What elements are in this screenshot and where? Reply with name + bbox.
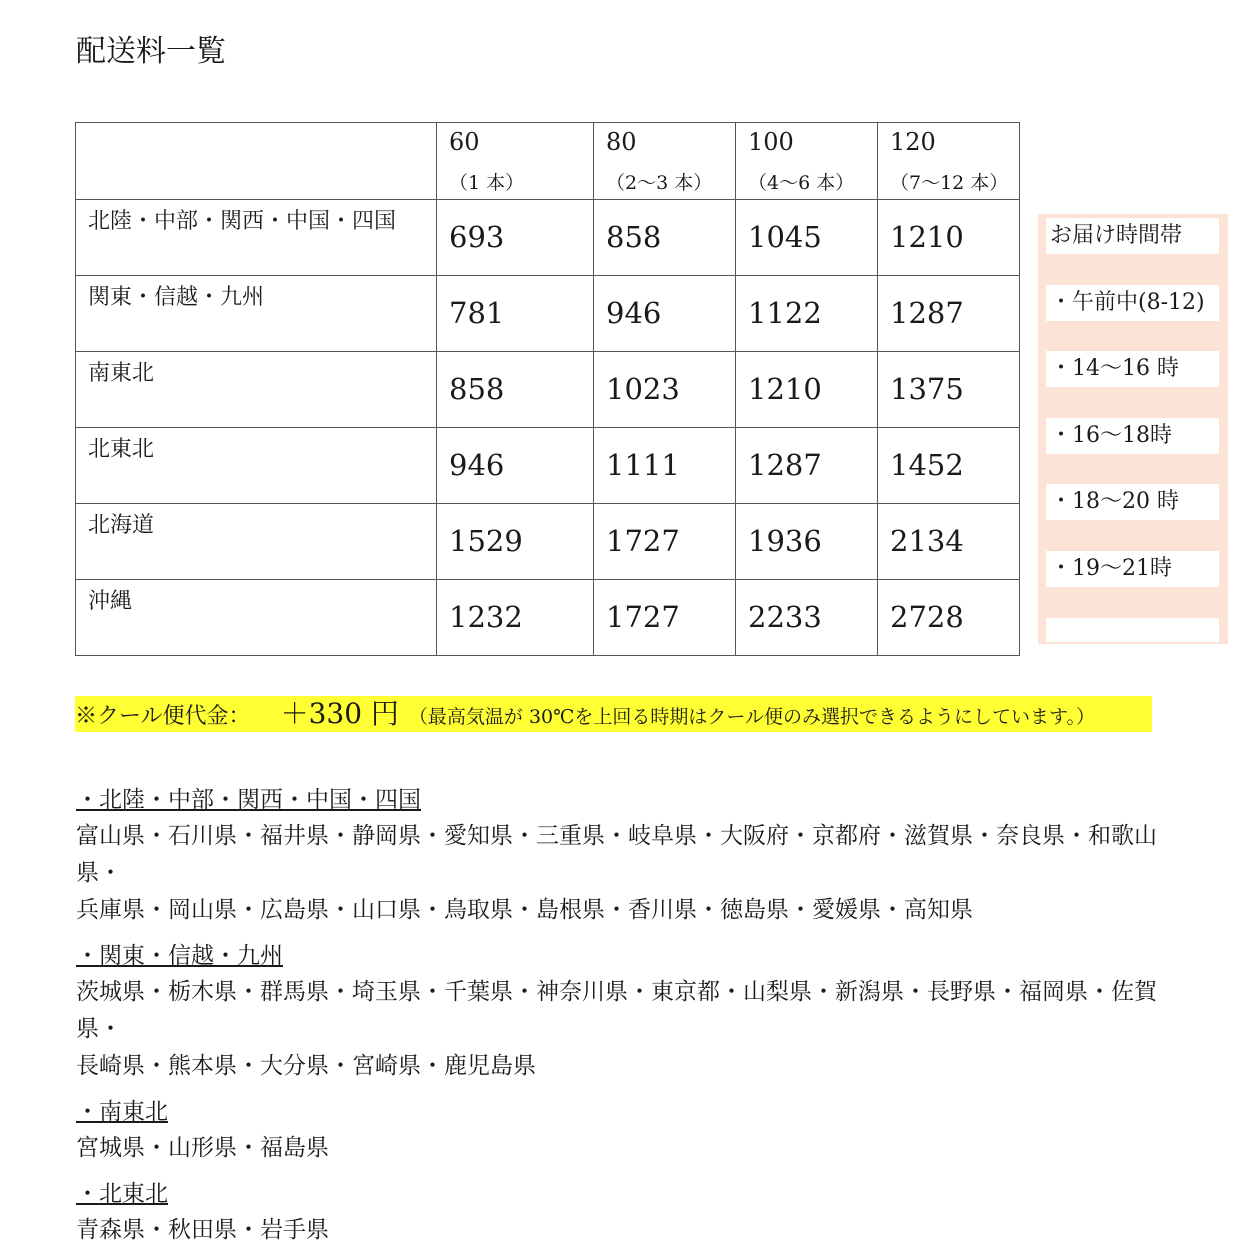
price-cell — [594, 504, 736, 580]
region-label: 北東北 — [88, 437, 155, 462]
price-cell — [736, 276, 878, 352]
cool-fee-label: ※クール便代金： — [75, 704, 251, 729]
bottle-count-label: （7～12 本） — [890, 172, 1009, 194]
price-value: 693 — [449, 220, 505, 254]
prefecture-list-line: 宮城県・山形県・福島県 — [76, 1135, 329, 1161]
table-row — [76, 200, 1020, 276]
size-label: 60 — [449, 128, 480, 156]
table-row — [76, 580, 1020, 656]
price-cell — [878, 352, 1020, 428]
region-label: 沖縄 — [88, 589, 133, 614]
region-group — [76, 782, 1186, 929]
cool-fee-note: （最高気温が 30℃を上回る時期はクール便のみ選択できるようにしています。） — [408, 706, 1095, 728]
price-cell — [878, 428, 1020, 504]
price-value: 858 — [606, 220, 662, 254]
cool-delivery-notice — [75, 696, 1152, 732]
price-cell — [736, 428, 878, 504]
price-cell — [594, 352, 736, 428]
table-row — [76, 276, 1020, 352]
delivery-slot: ・14～16 時 — [1046, 351, 1219, 387]
delivery-slot: ・午前中(8-12) — [1046, 285, 1219, 321]
size-header-cell — [878, 123, 1020, 200]
price-cell — [594, 276, 736, 352]
delivery-slot: ・16～18時 — [1046, 418, 1219, 454]
cool-fee-price: ＋330 円 — [280, 697, 399, 730]
region-label: 北陸・中部・関西・中国・四国 — [88, 209, 397, 234]
price-cell — [594, 428, 736, 504]
price-cell — [437, 352, 594, 428]
shipping-rate-table — [75, 122, 1020, 656]
delivery-time-title: お届け時間帯 — [1046, 218, 1219, 254]
price-cell — [594, 580, 736, 656]
price-value: 2233 — [748, 600, 822, 634]
size-header-cell — [736, 123, 878, 200]
price-cell — [878, 200, 1020, 276]
delivery-time-panel — [1038, 214, 1228, 644]
price-value: 858 — [449, 372, 505, 406]
prefecture-list-line: 富山県・石川県・福井県・静岡県・愛知県・三重県・岐阜県・大阪府・京都府・滋賀県・奈良県・和歌山県・ — [76, 823, 1157, 886]
prefecture-list-line: 兵庫県・岡山県・広島県・山口県・鳥取県・島根県・香川県・徳島県・愛媛県・高知県 — [76, 897, 973, 923]
price-value: 1210 — [890, 220, 964, 254]
size-label: 80 — [606, 128, 637, 156]
price-cell — [736, 580, 878, 656]
price-value: 946 — [606, 296, 662, 330]
region-group — [76, 1176, 1186, 1249]
prefecture-list-line: 長崎県・熊本県・大分県・宮崎県・鹿児島県 — [76, 1053, 536, 1079]
price-cell — [437, 428, 594, 504]
price-value: 946 — [449, 448, 505, 482]
delivery-slot-empty — [1046, 618, 1219, 642]
table-row — [76, 428, 1020, 504]
region-label: 関東・信越・九州 — [88, 285, 265, 310]
price-cell — [736, 352, 878, 428]
price-value: 1452 — [890, 448, 964, 482]
region-group — [76, 1094, 1186, 1167]
region-list — [76, 782, 1186, 1258]
region-cell — [76, 352, 437, 428]
price-cell — [437, 504, 594, 580]
price-cell — [736, 504, 878, 580]
price-value: 2134 — [890, 524, 964, 558]
size-label: 100 — [748, 128, 794, 156]
region-heading: ・南東北 — [76, 1099, 168, 1125]
price-value: 1287 — [748, 448, 822, 482]
region-label: 北海道 — [88, 513, 155, 538]
price-value: 1936 — [748, 524, 822, 558]
prefecture-list-line: 青森県・秋田県・岩手県 — [76, 1217, 329, 1243]
price-value: 1210 — [748, 372, 822, 406]
region-cell — [76, 504, 437, 580]
price-value: 1727 — [606, 600, 680, 634]
price-value: 1023 — [606, 372, 680, 406]
table-header-row — [76, 123, 1020, 200]
price-value: 781 — [449, 296, 505, 330]
region-heading: ・北陸・中部・関西・中国・四国 — [76, 787, 421, 813]
region-cell — [76, 580, 437, 656]
price-value: 1232 — [449, 600, 523, 634]
price-value: 2728 — [890, 600, 964, 634]
size-header-cell — [594, 123, 736, 200]
table-corner-cell — [76, 123, 437, 200]
price-cell — [437, 276, 594, 352]
price-value: 1727 — [606, 524, 680, 558]
bottle-count-label: （4～6 本） — [748, 172, 855, 194]
bottle-count-label: （2～3 本） — [606, 172, 713, 194]
region-cell — [76, 428, 437, 504]
region-group — [76, 938, 1186, 1085]
price-cell — [878, 504, 1020, 580]
price-value: 1529 — [449, 524, 523, 558]
delivery-slot: ・18～20 時 — [1046, 484, 1219, 520]
region-cell — [76, 276, 437, 352]
region-heading: ・関東・信越・九州 — [76, 943, 283, 969]
delivery-slot: ・19～21時 — [1046, 551, 1219, 587]
price-cell — [878, 580, 1020, 656]
price-value: 1045 — [748, 220, 822, 254]
price-value: 1122 — [748, 296, 822, 330]
region-heading: ・北東北 — [76, 1181, 168, 1207]
price-cell — [736, 200, 878, 276]
region-label: 南東北 — [88, 361, 155, 386]
table-row — [76, 504, 1020, 580]
price-cell — [878, 276, 1020, 352]
size-label: 120 — [890, 128, 936, 156]
size-header-cell — [437, 123, 594, 200]
table-row — [76, 352, 1020, 428]
price-value: 1287 — [890, 296, 964, 330]
bottle-count-label: （1 本） — [449, 172, 525, 194]
price-value: 1375 — [890, 372, 964, 406]
price-cell — [437, 200, 594, 276]
price-cell — [594, 200, 736, 276]
page-title: 配送料一覧 — [76, 34, 226, 69]
region-cell — [76, 200, 437, 276]
price-value: 1111 — [606, 448, 680, 482]
price-cell — [437, 580, 594, 656]
prefecture-list-line: 茨城県・栃木県・群馬県・埼玉県・千葉県・神奈川県・東京都・山梨県・新潟県・長野県・福岡県・佐賀県・ — [76, 979, 1157, 1042]
